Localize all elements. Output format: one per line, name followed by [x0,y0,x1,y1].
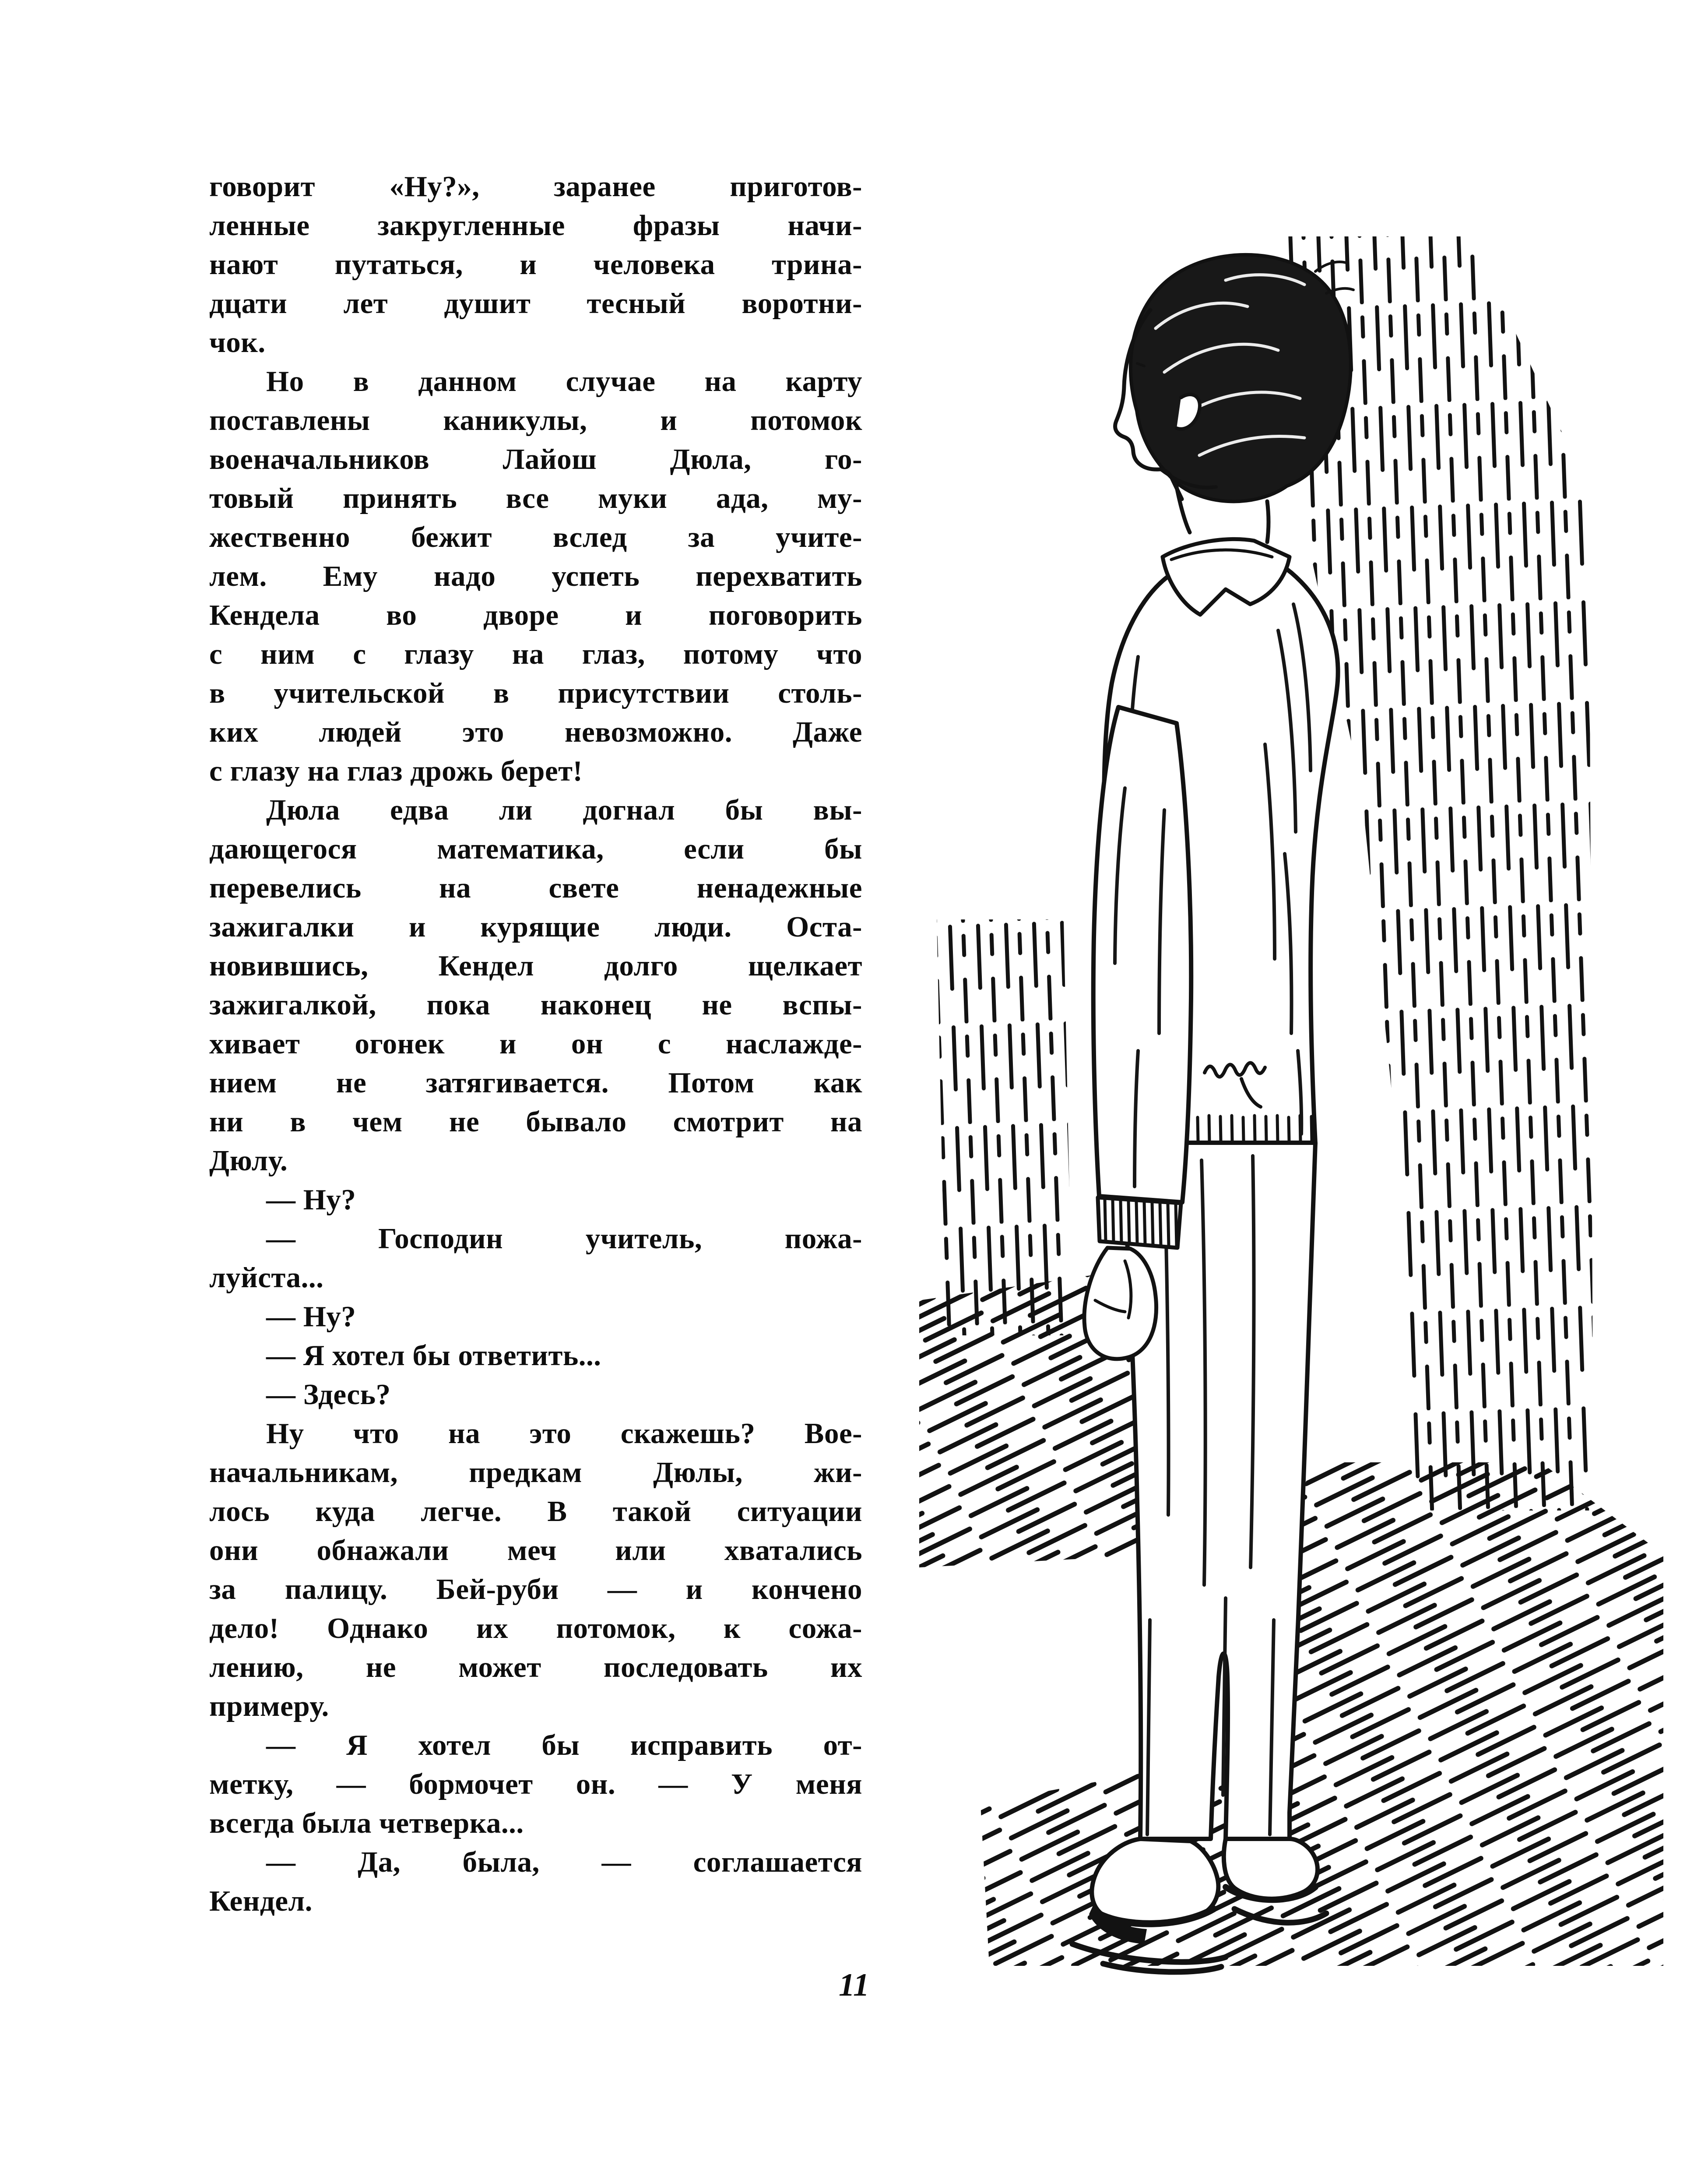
text-line: новившись, Кендел долго щелкает [209,950,862,982]
text-line: дающегося математика, если бы [209,833,862,865]
text-line: хивает огонек и он с наслажде- [209,1028,862,1060]
hatch-left-vertical [937,919,1072,1335]
text-line: Дюлу. [209,1144,288,1177]
shoe-back [1224,1839,1318,1899]
text-line: Кендел. [209,1885,313,1917]
text-line: Ну что на это скажешь? Вое- [266,1417,862,1450]
text-line: в учительской в присутствии столь- [209,677,862,709]
hair [1131,255,1351,501]
text-line: они обнажали меч или хватались [209,1534,862,1567]
text-line: Дюла едва ли догнал бы вы- [266,794,862,826]
hand [1084,1248,1156,1359]
text-line: за палицу. Бей-руби — и кончено [209,1573,862,1606]
text-line: — Здесь? [266,1378,391,1411]
text-line: ни в чем не бывало смотрит на [209,1106,862,1138]
text-line: поставлены каникулы, и потомок [209,404,862,437]
text-line: метку, — бормочет он. — У меня [209,1768,862,1800]
text-line: с глазу на глаз дрожь берет! [209,755,583,787]
text-column [209,167,862,1921]
text-line: лем. Ему надо успеть перехватить [209,560,862,592]
text-line: зажигалкой, пока наконец не вспы- [209,989,862,1021]
page-number: 11 [839,1967,869,2003]
text-line: — Я хотел бы ответить... [266,1339,601,1372]
text-line: Но в данном случае на карту [266,365,862,398]
sleeve [1093,707,1191,1202]
text-line: примеру. [209,1690,329,1722]
text-line: — Я хотел бы исправить от- [266,1729,862,1761]
boy-standing-illustration [919,219,1672,1979]
text-line: всегда была четверка... [209,1807,524,1839]
text-line: дело! Однако их потомок, к сожа- [209,1612,862,1644]
text-line: ленные закругленные фразы начи- [209,209,862,242]
text-line: нают путаться, и человека трина- [209,248,862,281]
text-line: товый принять все муки ада, му- [209,482,862,514]
text-line: Кендела во дворе и поговорить [209,599,862,631]
text-line: нием не затягивается. Потом как [209,1067,862,1099]
text-line: — Да, была, — соглашается [266,1846,862,1878]
text-line: с ним с глазу на глаз, потому что [209,638,862,670]
text-line: — Господин учитель, пожа- [266,1222,862,1255]
text-line: начальникам, предкам Дюлы, жи- [209,1456,862,1489]
text-line: — Ну? [266,1183,356,1216]
text-line: перевелись на свете ненадежные [209,872,862,904]
text-line: ких людей это невозможно. Даже [209,716,862,748]
text-line: говорит «Ну?», заранее приготов- [209,170,862,203]
text-line: луйста... [209,1261,324,1294]
text-line: дцати лет душит тесный воротни- [209,287,862,320]
text-line: лось куда легче. В такой ситуации [209,1495,862,1528]
text-line: — Ну? [266,1300,356,1333]
text-line: жественно бежит вслед за учите- [209,521,862,553]
text-line: военачальников Лайош Дюла, го- [209,443,862,475]
text-line: зажигалки и курящие люди. Оста- [209,911,862,943]
text-line: лению, не может последовать их [209,1651,862,1683]
text-line: чок. [209,326,266,359]
